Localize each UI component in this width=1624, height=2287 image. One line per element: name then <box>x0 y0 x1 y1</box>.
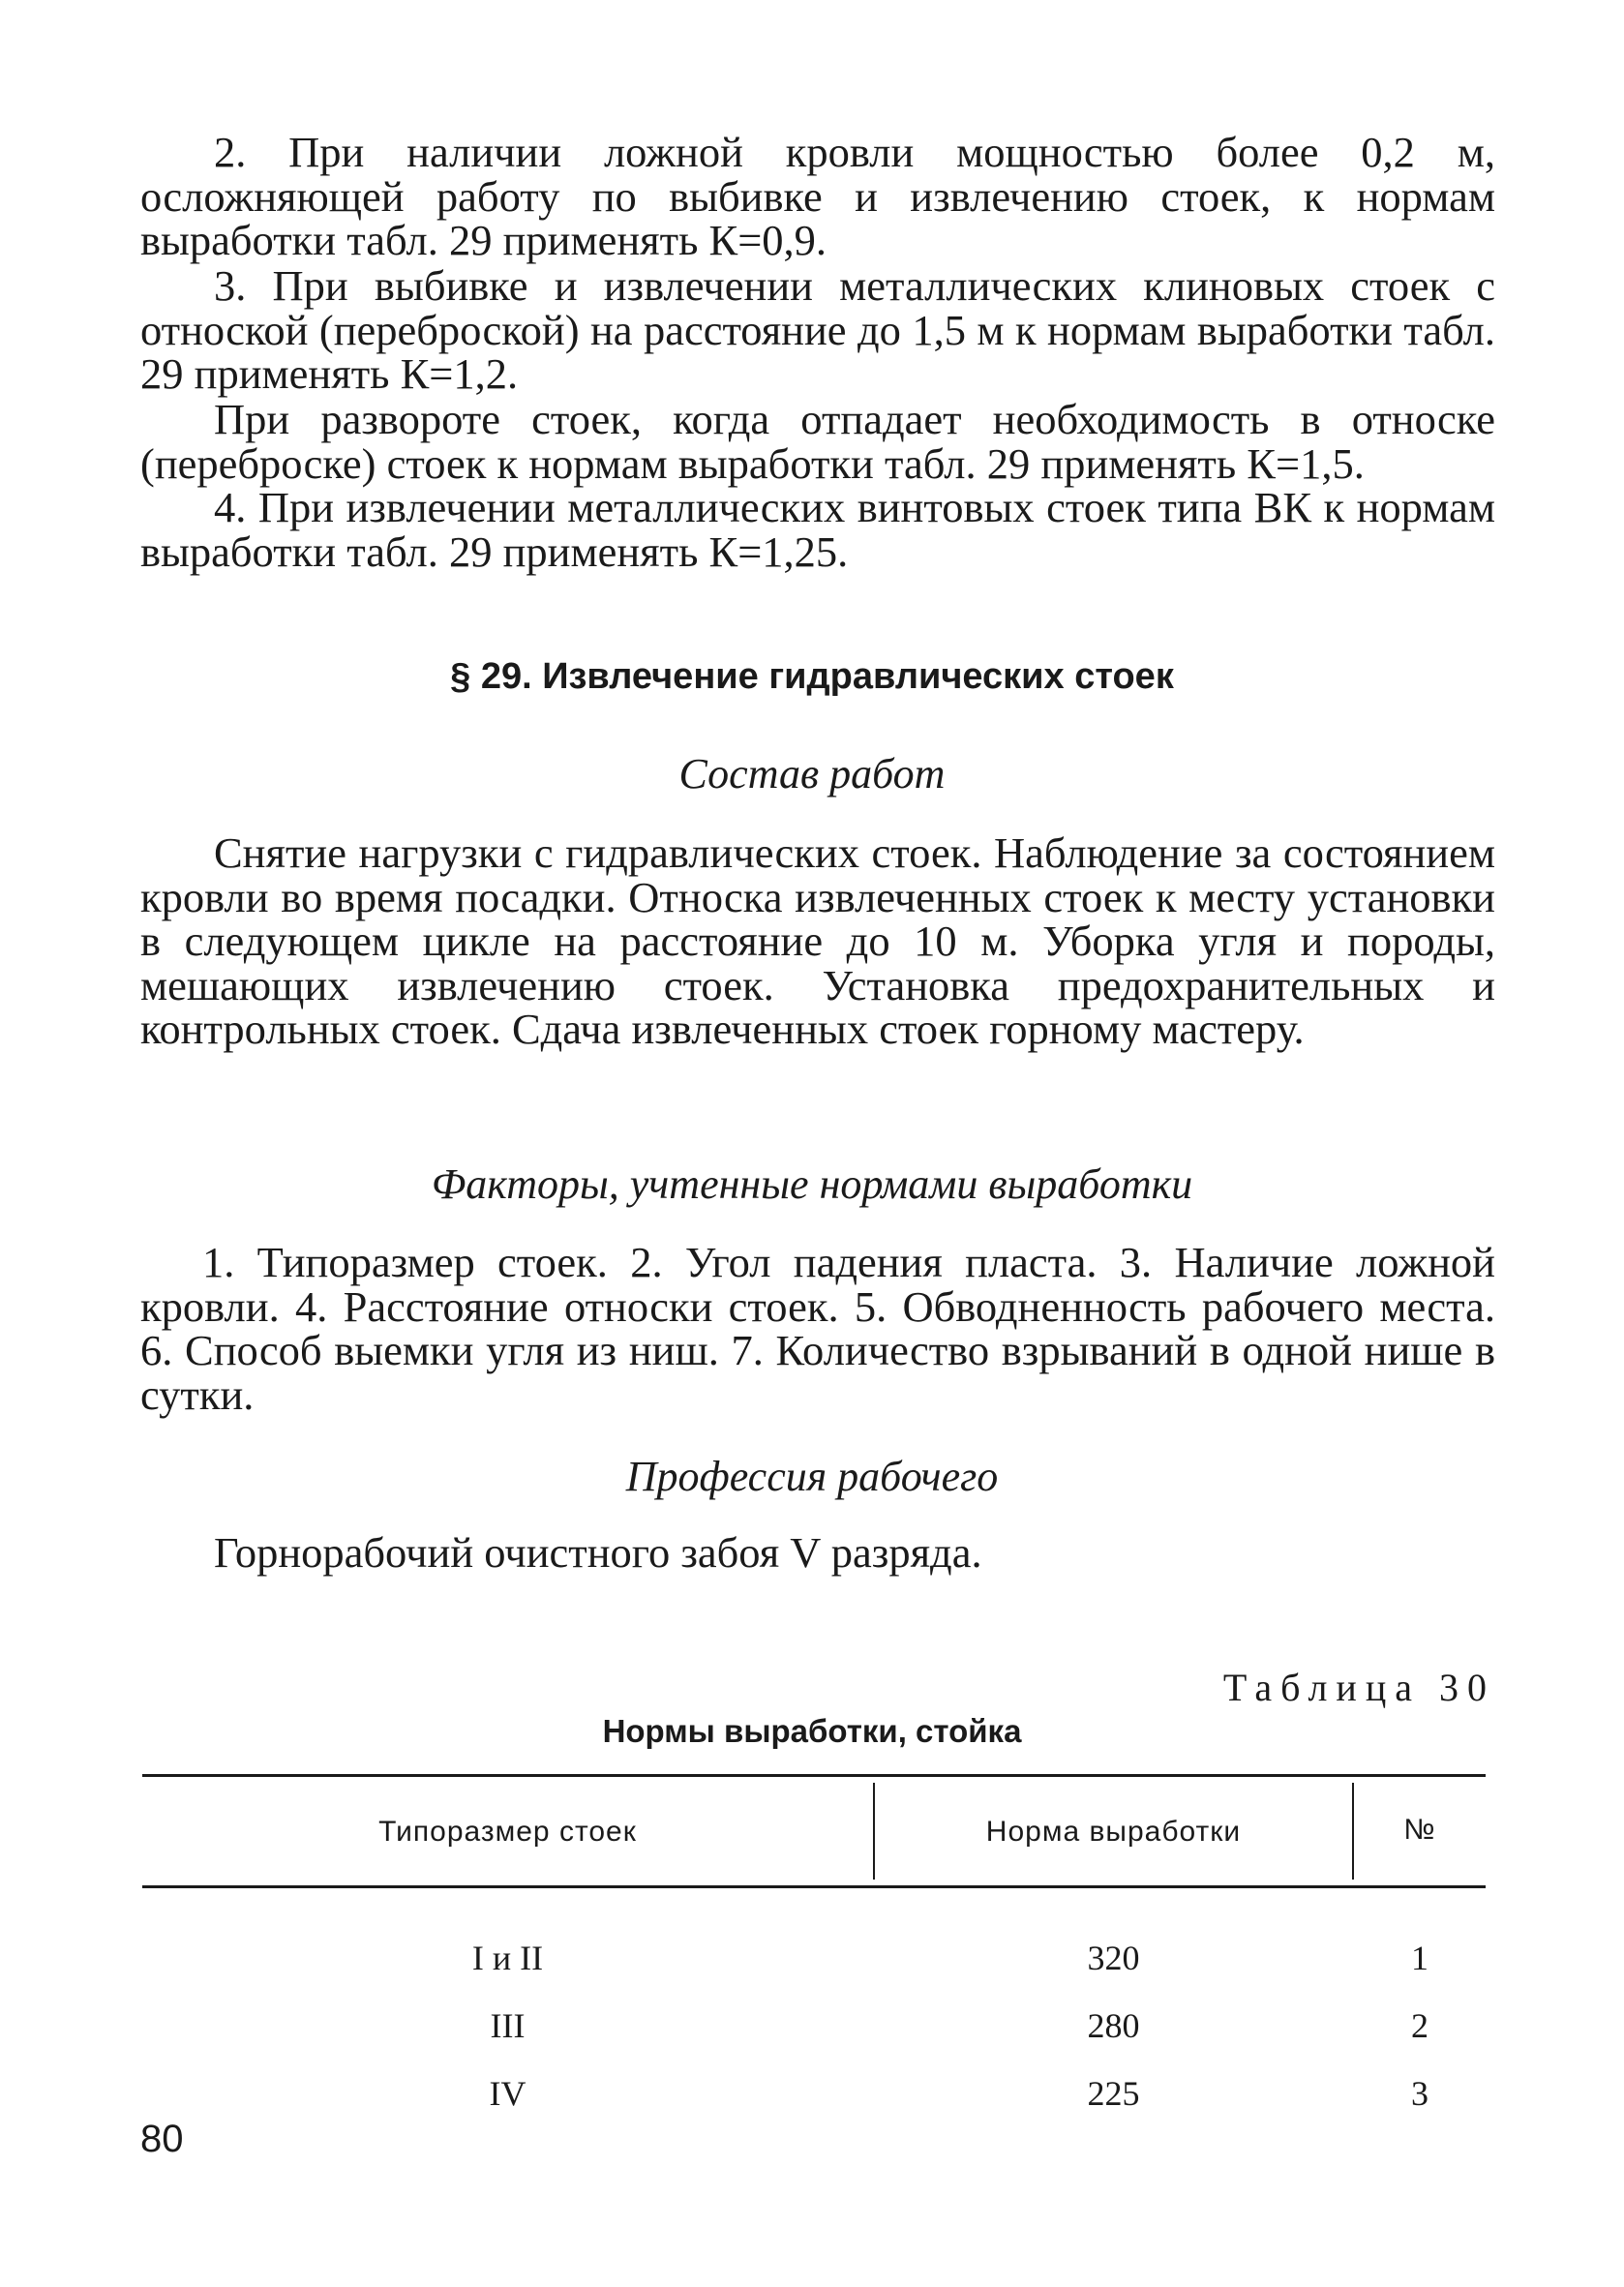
table-cell-number: 3 <box>1411 2074 1429 2113</box>
page-number: 80 <box>140 2118 184 2160</box>
table-cell-size: I и II <box>471 1939 544 1977</box>
section-heading: § 29. Извлечение гидравлических стоек <box>450 656 1174 697</box>
body-paragraph-1: 2. При наличии ложной кровли мощностью более 0,2 м, осложняющей работу по выбивке и извлечению стоек, к нормам выработки табл. 29 применять К=0,9. <box>140 128 1495 264</box>
body-paragraph-2: 3. При выбивке и извлечении металлических клиновых стоек с отноской (переброской) на расстояние до 1,5 м к нормам выработки табл. 29 применять К=1,2. <box>140 261 1495 398</box>
table-header-size: Типоразмер стоек <box>378 1816 637 1848</box>
profession-title: Профессия рабочего <box>625 1453 999 1500</box>
factors-text: 1. Типоразмер стоек. 2. Угол падения пласта. 3. Наличие ложной кровли. 4. Расстояние относки стоек. 5. Обводненность рабочего места. 6. Способ выемки угля из ниш. 7. Количество взрываний в одной нише в сутки. <box>140 1238 1495 1419</box>
table-header-rule <box>142 1885 1486 1888</box>
table-cell-number: 2 <box>1411 2006 1429 2045</box>
table-header-number: № <box>1403 1814 1436 1846</box>
table-cell-size: IV <box>489 2074 526 2113</box>
table-cell-norm: 320 <box>1087 1939 1140 1977</box>
profession-text: Горнорабочий очистного забоя V разряда. <box>214 1528 982 1577</box>
body-paragraph-3: При развороте стоек, когда отпадает необходимость в относке (переброске) стоек к нормам выработки табл. 29 применять К=1,5. <box>140 395 1495 488</box>
table-top-rule <box>142 1774 1486 1777</box>
table-cell-size: III <box>490 2006 526 2045</box>
table-title: Нормы выработки, стойка <box>602 1713 1022 1749</box>
table-header-norm: Норма выработки <box>985 1816 1242 1848</box>
table-number: Таблица 30 <box>1222 1666 1495 1709</box>
composition-text: Снятие нагрузки с гидравлических стоек. Наблюдение за состоянием кровли во время посадки. Относка извлеченных стоек к месту установки в следующем цикле на расстояние до 10 м. Уборка угля и породы, мешающих извлечению стоек. Установка предохранительных и контрольных стоек. Сдача извлеченных стоек горному мастеру. <box>140 828 1495 1053</box>
composition-title: Состав работ <box>678 750 946 797</box>
table-cell-number: 1 <box>1411 1939 1429 1977</box>
table-cell-norm: 225 <box>1087 2074 1140 2113</box>
table-cell-norm: 280 <box>1087 2006 1140 2045</box>
factors-title: Факторы, учтенные нормами выработки <box>431 1160 1193 1208</box>
body-paragraph-4: 4. При извлечении металлических винтовых стоек типа ВК к нормам выработки табл. 29 применять К=1,25. <box>140 483 1495 576</box>
